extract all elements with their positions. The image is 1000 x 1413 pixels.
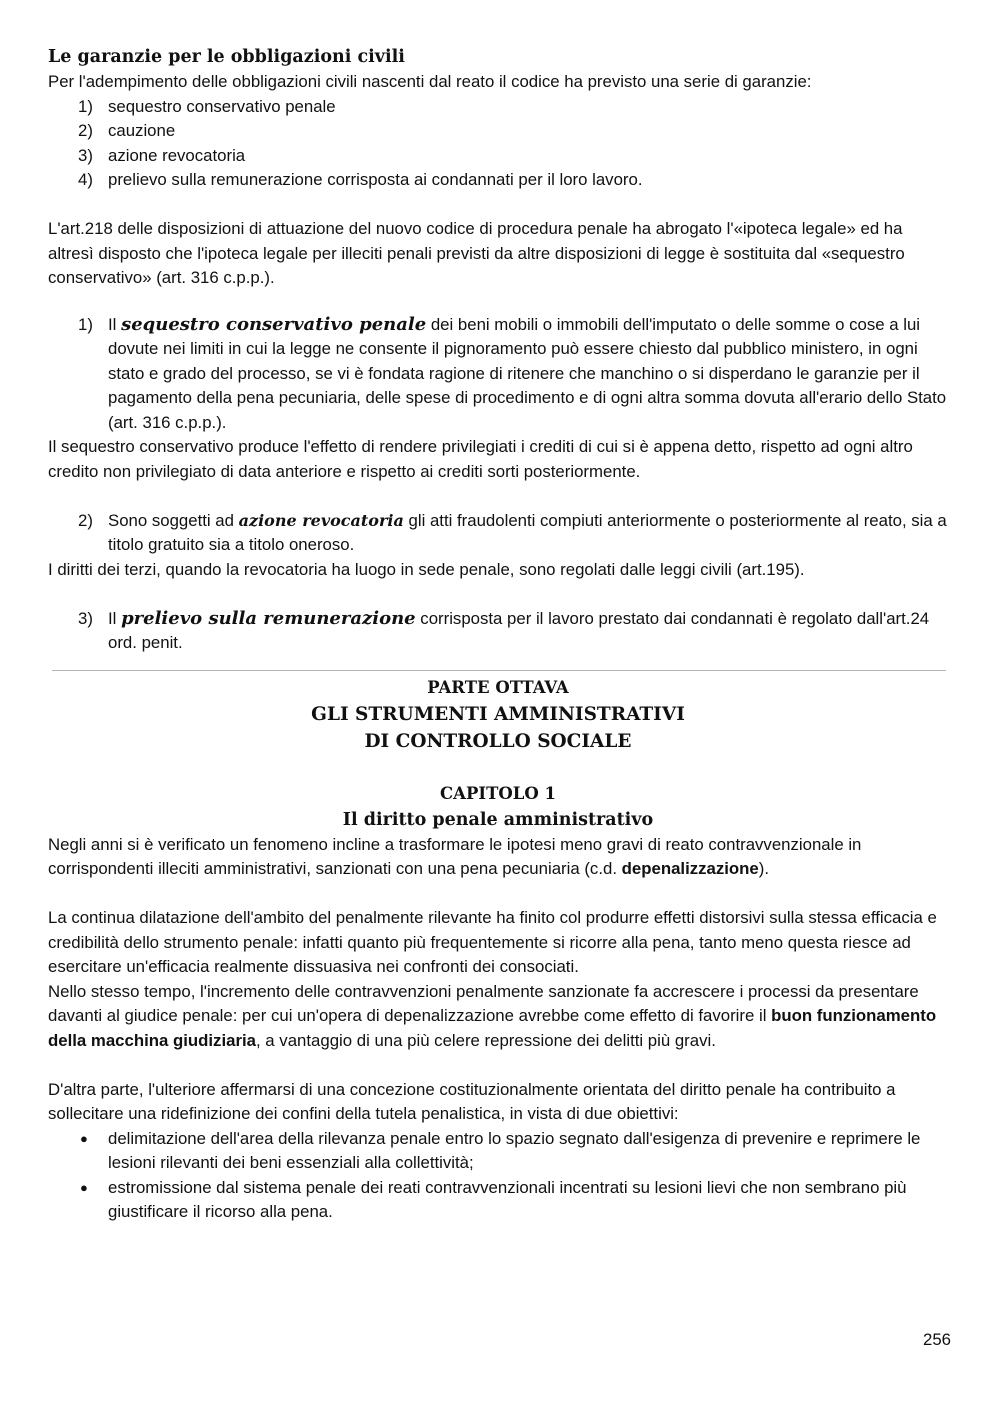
list-marker: 4) (78, 170, 93, 189)
text-run: , a vantaggio di una più celere repressione dei delitti più gravi. (255, 1030, 716, 1050)
text-run: Negli anni si è verificato un fenomeno incline a trasformare le ipotesi meno gravi di reato contravvenzionale in corrispondenti illeciti amministrativi, sanzionati con una pena pecuniaria (c.d. (48, 834, 862, 878)
page-number: 256 (923, 1330, 951, 1349)
bullet-item (48, 1127, 948, 1176)
list-item-revocatoria (48, 509, 948, 558)
art218-paragraph: L'art.218 delle disposizioni di attuazione del nuovo codice di procedura penale ha abrogato l'«ipoteca legale» ed ha altresì disposto che l'ipoteca legale per illeciti penali previsti da altre disposizioni di legge è sostituita dal «sequestro conservativo» (art. 316 c.p.p.). (48, 219, 905, 287)
list-marker: 1) (78, 96, 93, 116)
section-title-garanzie: Le garanzie per le obbligazioni civili (48, 47, 405, 67)
emphasis-sequestro: sequestro conservativo penale (121, 313, 427, 335)
emphasis-revocatoria: azione revocatoria (238, 510, 404, 530)
horizontal-divider (52, 670, 946, 671)
list-marker: 1) (78, 314, 93, 334)
bullet-item (48, 1176, 948, 1225)
list-item-text: cauzione (108, 121, 176, 140)
list-item-text: prelievo sulla remunerazione corrisposta ai condannati per il loro lavoro. (108, 170, 643, 189)
item-pre: Il (108, 608, 122, 628)
item-post: dei beni mobili o immobili dell'imputato o delle somme o cose a lui dovute nei limiti in cui la legge ne consente il pignoramento può essere chiesto dal pubblico ministero, in ogni stato e grado del processo, se vi è fondata ragione di ritenere che manchino o si disperdano le garanzie per il pagamento della pena pecuniaria, delle spese di procedimento e di ogni altra somma dovuta all'erario dello Stato (art. 316 c.p.p.). (108, 314, 947, 432)
dilatazione-paragraph: La continua dilatazione dell'ambito del penalmente rilevante ha finito col produrre effetti distorsivi sulla stessa efficacia e credibilità dello strumento penale: infatti quanto più frequentemente si ricorre alla pena, tanto meno questa riesce ad esercitare un'efficacia realmente dissuasiva nei confronti dei consociati. (48, 908, 937, 976)
parte-label: PARTE OTTAVA (427, 677, 569, 697)
list-item-text: azione revocatoria (108, 145, 246, 165)
list-item (48, 144, 948, 169)
item-post: corrisposta per il lavoro prestato dai condannati è regolato dall'art.24 ord. penit. (108, 608, 930, 652)
item1-list (48, 313, 948, 436)
bullet-dot-icon: ● (80, 1179, 88, 1195)
sequestro-effect-paragraph: Il sequestro conservativo produce l'effetto di rendere privilegiati i crediti di cui si è appena detto, rispetto ad ogni altro credito non privilegiato di data anteriore e rispetto ai crediti sorti posteriormente. (48, 437, 913, 481)
list-item (48, 119, 948, 144)
list-item (48, 95, 948, 120)
item-pre: Sono soggetti ad (108, 510, 239, 530)
text-run: ). (758, 859, 769, 878)
list-marker: 3) (78, 608, 93, 628)
item-pre: Il (108, 314, 122, 334)
item3-list (48, 607, 948, 656)
list-item-sequestro (48, 313, 948, 436)
bullet-text: estromissione dal sistema penale dei reati contravvenzionali incentrati su lesioni lievi che non sembrano più giustificare il ricorso alla pena. (108, 1177, 907, 1221)
list-marker: 2) (78, 121, 93, 140)
garanzie-list (48, 95, 948, 193)
list-item-text: sequestro conservativo penale (108, 96, 336, 116)
parte-title-line1: GLI STRUMENTI AMMINISTRATIVI (311, 703, 685, 725)
capitolo-label: CAPITOLO 1 (440, 783, 556, 803)
parte-title-line2: DI CONTROLLO SOCIALE (364, 730, 632, 752)
bold-depenalizzazione: depenalizzazione (621, 859, 759, 878)
item-post: gli atti fraudolenti compiuti anteriormente o posteriormente al reato, sia a titolo gratuito sia a titolo oneroso. (108, 510, 947, 554)
item2-list (48, 509, 948, 558)
garanzie-intro: Per l'adempimento delle obbligazioni civili nascenti dal reato il codice ha previsto una serie di garanzie: (48, 72, 812, 91)
incremento-paragraph (48, 980, 948, 1054)
bullet-dot-icon: ● (80, 1130, 88, 1146)
bullet-text: delimitazione dell'area della rilevanza penale entro lo spazio segnato dall'esigenza di prevenire e reprimere le lesioni rilevanti dei beni essenziali alla collettività; (108, 1128, 921, 1172)
list-item-prelievo (48, 607, 948, 656)
obiettivi-list (48, 1127, 948, 1225)
capitolo-title: Il diritto penale amministrativo (342, 809, 654, 830)
list-item (48, 168, 948, 193)
concezione-paragraph: D'altra parte, l'ulteriore affermarsi di una concezione costituzionalmente orientata del diritto penale ha contribuito a sollecitare una ridefinizione dei confini della tutela penalistica, in vista di due obiettivi: (48, 1079, 896, 1123)
diritti-terzi-paragraph: I diritti dei terzi, quando la revocatoria ha luogo in sede penale, sono regolati dalle leggi civili (art.195). (48, 559, 805, 579)
list-marker: 2) (78, 510, 93, 530)
text-run: Nello stesso tempo, l'incremento delle contravvenzioni penalmente sanzionate fa accrescere i processi da presentare davanti al giudice penale: per cui un'opera di depenalizzazione avrebbe come effetto di favorire il (48, 981, 919, 1025)
emphasis-prelievo: prelievo sulla remunerazione (121, 607, 416, 629)
list-marker: 3) (78, 145, 93, 165)
document-page (48, 44, 948, 1225)
bold-buon-funzionamento: buon funzionamento della macchina giudiziaria (48, 1006, 937, 1050)
depenalizzazione-paragraph (48, 833, 948, 882)
